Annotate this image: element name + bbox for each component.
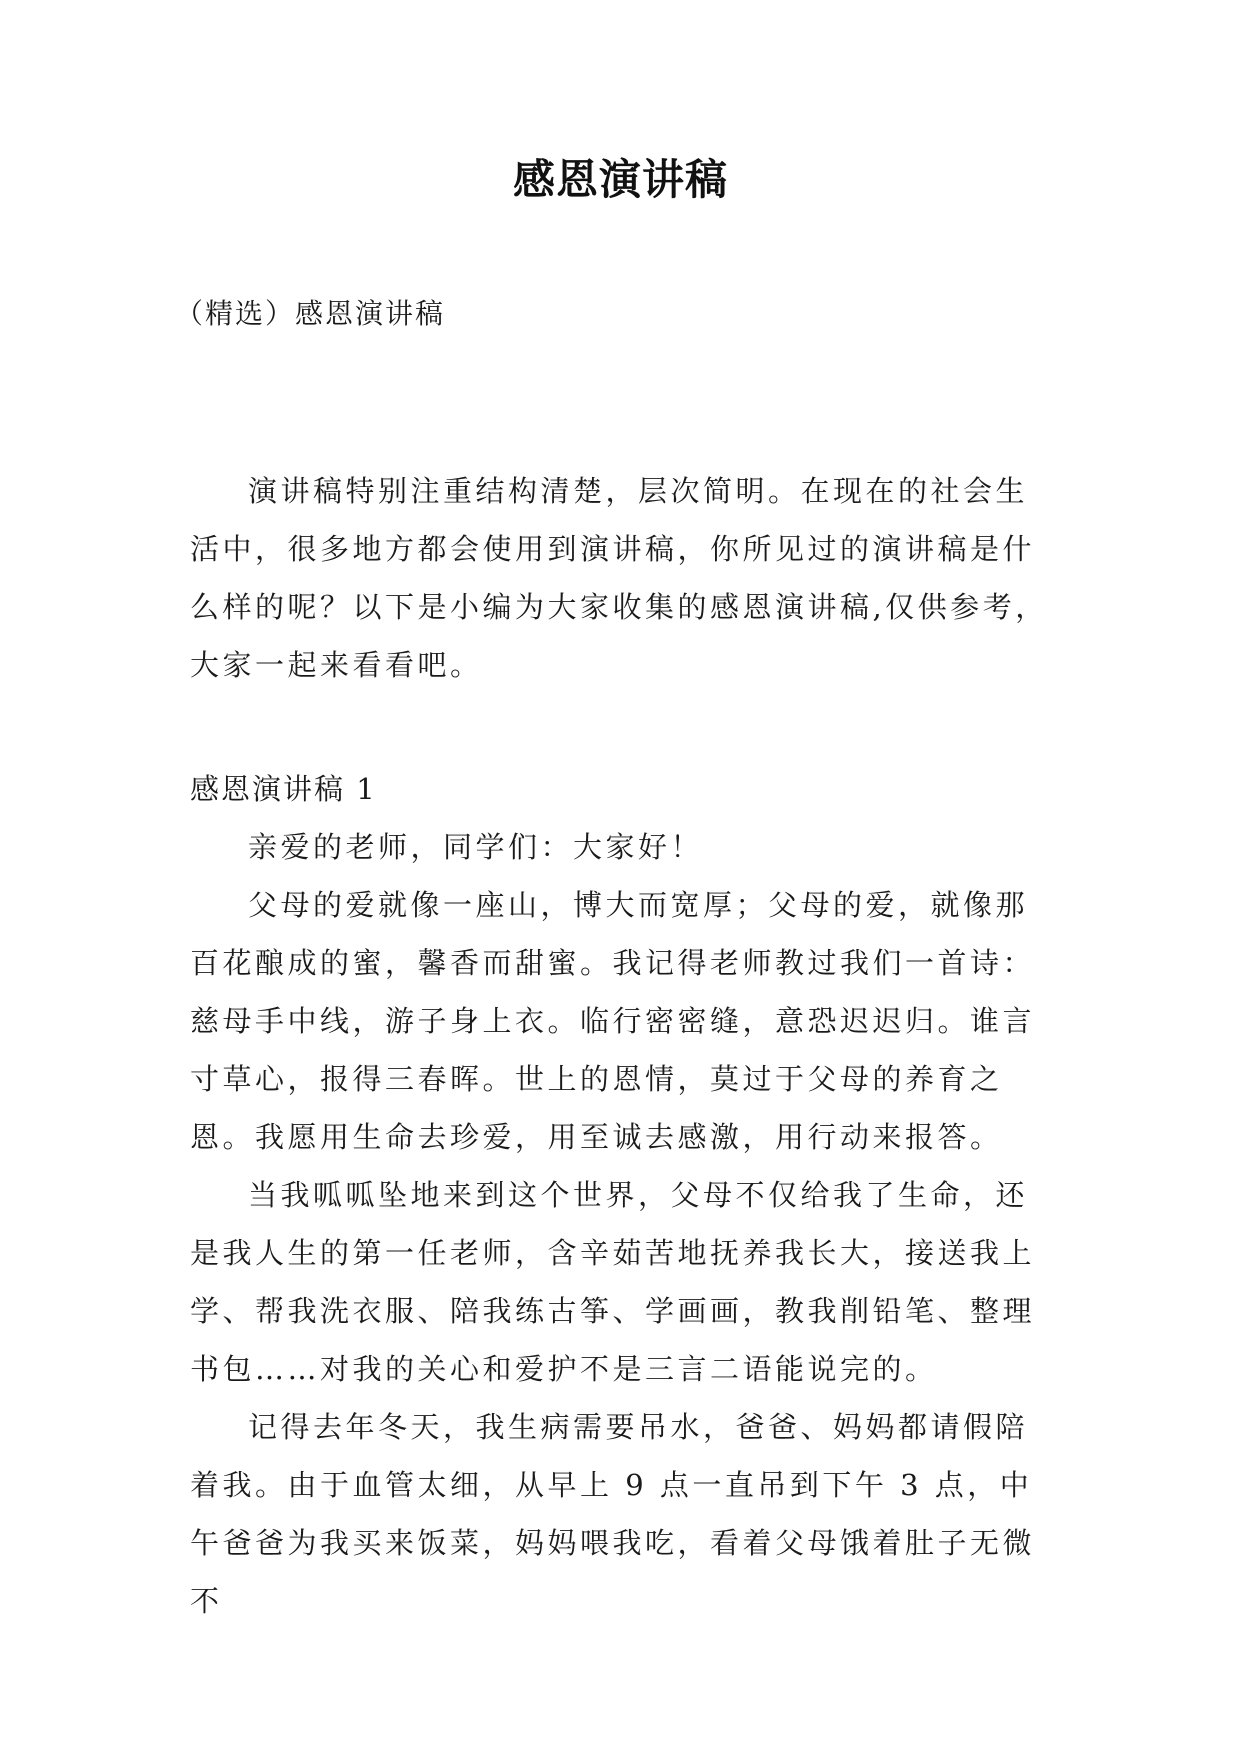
- section-body: [190, 818, 1060, 1630]
- intro-block: [190, 462, 1060, 694]
- intro-paragraph: 演讲稿特别注重结构清楚，层次简明。在现在的社会生活中，很多地方都会使用到演讲稿，你所见过的演讲稿是什么样的呢？以下是小编为大家收集的感恩演讲稿,仅供参考，大家一起来看看吧。: [190, 474, 1048, 682]
- paragraph-winter-memory: 记得去年冬天，我生病需要吊水，爸爸、妈妈都请假陪着我。由于血管太细，从早上 9 点一直吊到下午 3 点，中午爸爸为我买来饭菜，妈妈喂我吃，看着父母饿着肚子无微不: [190, 1410, 1036, 1618]
- document-subtitle: （精选）感恩演讲稿: [175, 297, 446, 330]
- paragraph-greeting: 亲爱的老师，同学们：大家好！: [248, 830, 704, 864]
- section-heading: 感恩演讲稿 1: [190, 772, 377, 806]
- paragraph-first-teacher: 当我呱呱坠地来到这个世界，父母不仅给我了生命，还是我人生的第一任老师，含辛茹苦地抚养我长大，接送我上学、帮我洗衣服、陪我练古筝、学画画，教我削铅笔、整理书包……对我的关心和爱护不是三言二语能说完的。: [190, 1178, 1036, 1386]
- document-title: 感恩演讲稿: [512, 155, 728, 204]
- paragraph-parents-love: 父母的爱就像一座山，博大而宽厚；父母的爱，就像那百花酿成的蜜，馨香而甜蜜。我记得老师教过我们一首诗：慈母手中线，游子身上衣。临行密密缝，意恐迟迟归。谁言寸草心，报得三春晖。世上的恩情，莫过于父母的养育之恩。我愿用生命去珍爱，用至诚去感激，用行动来报答。: [190, 888, 1036, 1154]
